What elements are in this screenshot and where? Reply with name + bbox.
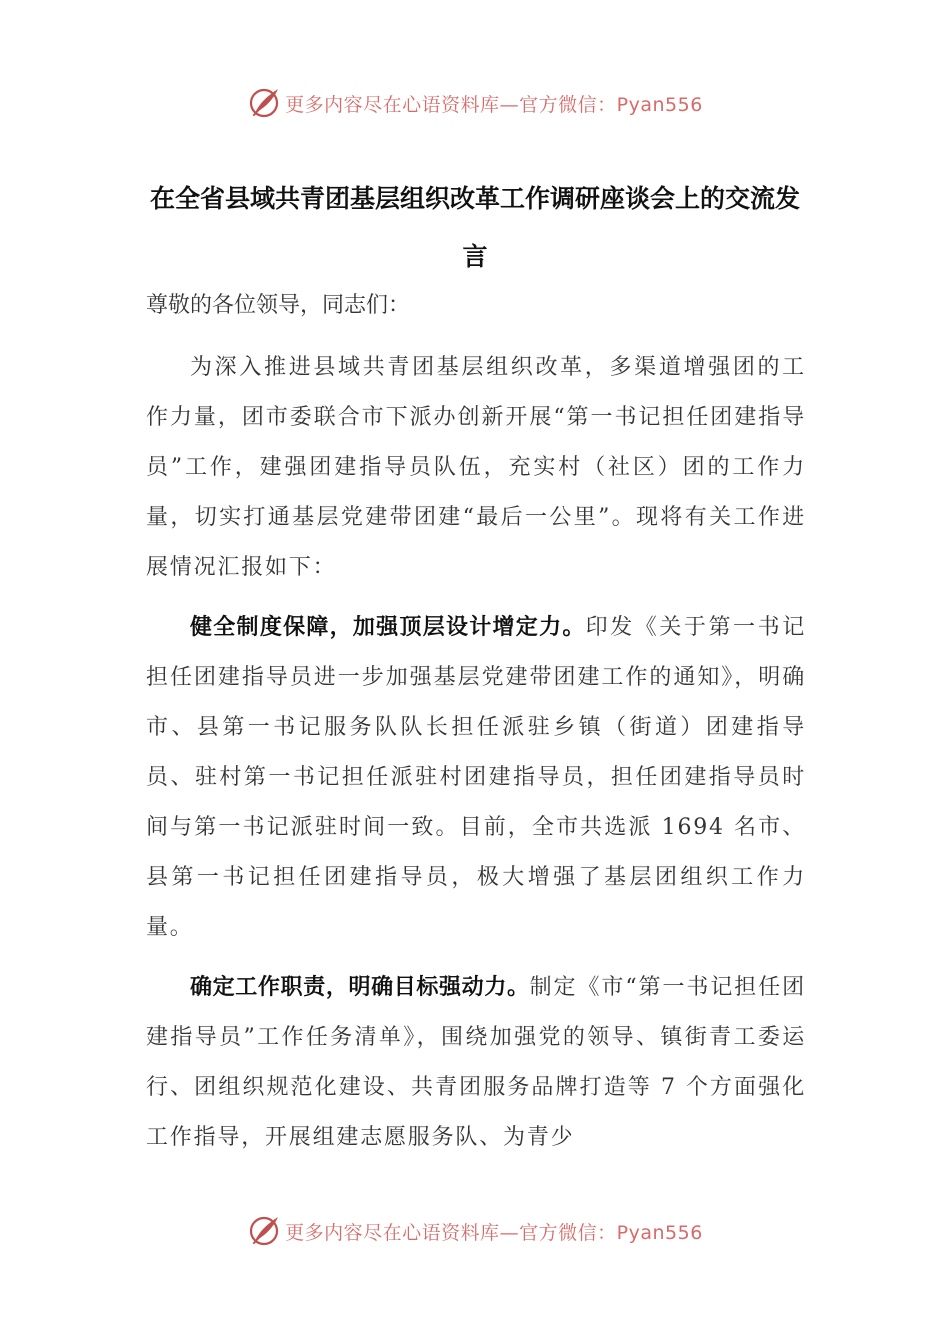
paragraph-body: 制定《市“第一书记担任团建指导员”工作任务清单》，围绕加强党的领导、镇街青工委运行、团组织规范化建设、共青团服务品牌打造等 7 个方面强化工作指导，开展组建志愿服务队、为青少 — [146, 975, 806, 1150]
paragraph-lead: 健全制度保障，加强顶层设计增定力。 — [190, 615, 586, 640]
paragraph-body: 印发《关于第一书记担任团建指导员进一步加强基层党建带团建工作的通知》，明确市、县第一书记服务队队长担任派驻乡镇（街道）团建指导员、驻村第一书记担任派驻村团建指导员，担任团建指导员时间与第一书记派驻时间一致。目前，全市共选派 1694 名市、县第一书记担任团建指导员，极大增强了基层团组织工作力量。 — [146, 615, 806, 940]
wechat-id: Pyan556 — [616, 93, 703, 116]
feather-quill-icon — [247, 1214, 281, 1248]
paragraph — [146, 343, 806, 593]
paragraph — [146, 963, 806, 1163]
paragraph — [146, 603, 806, 953]
wechat-id: Pyan556 — [616, 1221, 703, 1244]
paragraph-lead: 确定工作职责，明确目标强动力。 — [190, 975, 530, 1000]
banner-text: 更多内容尽在心语资料库—官方微信：Pyan556 — [285, 93, 703, 116]
banner-text: 更多内容尽在心语资料库—官方微信：Pyan556 — [285, 1221, 703, 1244]
footer-banner — [0, 1211, 950, 1251]
header-banner — [0, 83, 950, 123]
greeting: 尊敬的各位领导，同志们： — [146, 293, 411, 318]
document-title: 在全省县域共青团基层组织改革工作调研座谈会上的交流发言 — [149, 184, 800, 271]
paragraph-body: 为深入推进县域共青团基层组织改革，多渠道增强团的工作力量，团市委联合市下派办创新开展“第一书记担任团建指导员”工作，建强团建指导员队伍，充实村（社区）团的工作力量，切实打通基层党建带团建“最后一公里”。现将有关工作进展情况汇报如下： — [146, 355, 806, 580]
feather-quill-icon — [247, 86, 281, 120]
